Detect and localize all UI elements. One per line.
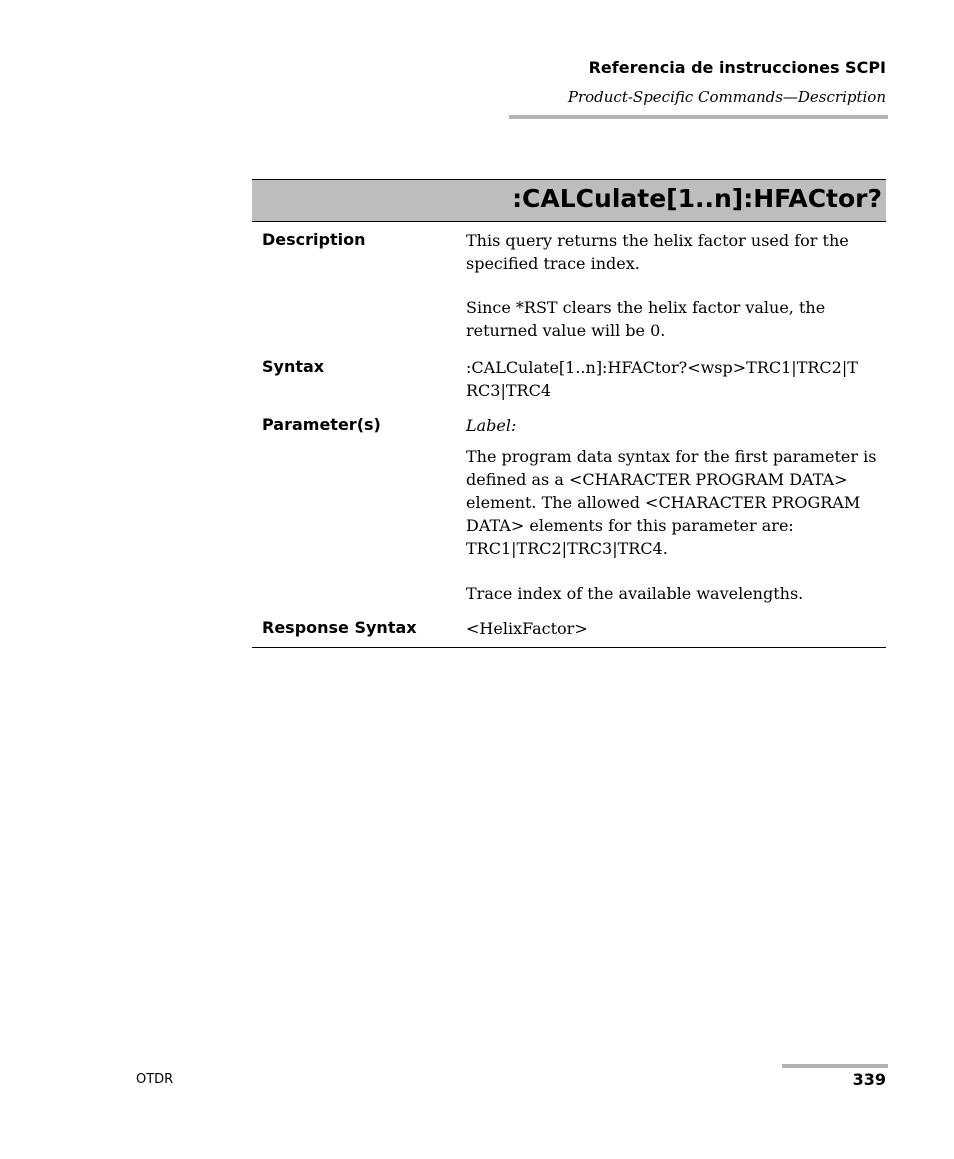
description-label: Description (262, 230, 366, 249)
parameters-text (466, 414, 886, 605)
parameter-line: element. The allowed <CHARACTER PROGRAM (466, 493, 861, 512)
running-header-title: Referencia de instrucciones SCPI (588, 58, 886, 77)
syntax-text (466, 356, 886, 402)
syntax-label: Syntax (262, 357, 325, 376)
syntax-line: RC3|TRC4 (466, 381, 551, 400)
footer-divider (782, 1064, 888, 1068)
syntax-line: :CALCulate[1..n]:HFACtor?<wsp>TRC1|TRC2|T (466, 358, 858, 377)
description-text (466, 229, 886, 342)
response-syntax-label: Response Syntax (262, 618, 417, 637)
footer-product: OTDR (136, 1072, 174, 1087)
parameter-line: Trace index of the available wavelengths. (466, 584, 804, 603)
description-line: Since *RST clears the helix factor value, the (466, 298, 826, 317)
command-title: :CALCulate[1..n]:HFACtor? (512, 184, 882, 213)
response-syntax-value: <HelixFactor> (466, 619, 588, 638)
header-divider (509, 115, 888, 119)
page-number: 339 (852, 1070, 886, 1089)
parameter-name: Label: (466, 416, 517, 435)
description-line: This query returns the helix factor used for the (466, 231, 849, 250)
parameter-line: The program data syntax for the first parameter is (466, 447, 877, 466)
parameters-label: Parameter(s) (262, 415, 381, 434)
table-bottom-rule (252, 647, 886, 648)
command-title-bar (252, 179, 886, 222)
description-line: specified trace index. (466, 254, 640, 273)
parameter-line: defined as a <CHARACTER PROGRAM DATA> (466, 470, 848, 489)
parameter-line: TRC1|TRC2|TRC3|TRC4. (466, 539, 668, 558)
description-line: returned value will be 0. (466, 321, 666, 340)
running-header-subtitle: Product-Specific Commands—Description (567, 88, 886, 106)
parameter-line: DATA> elements for this parameter are: (466, 516, 794, 535)
